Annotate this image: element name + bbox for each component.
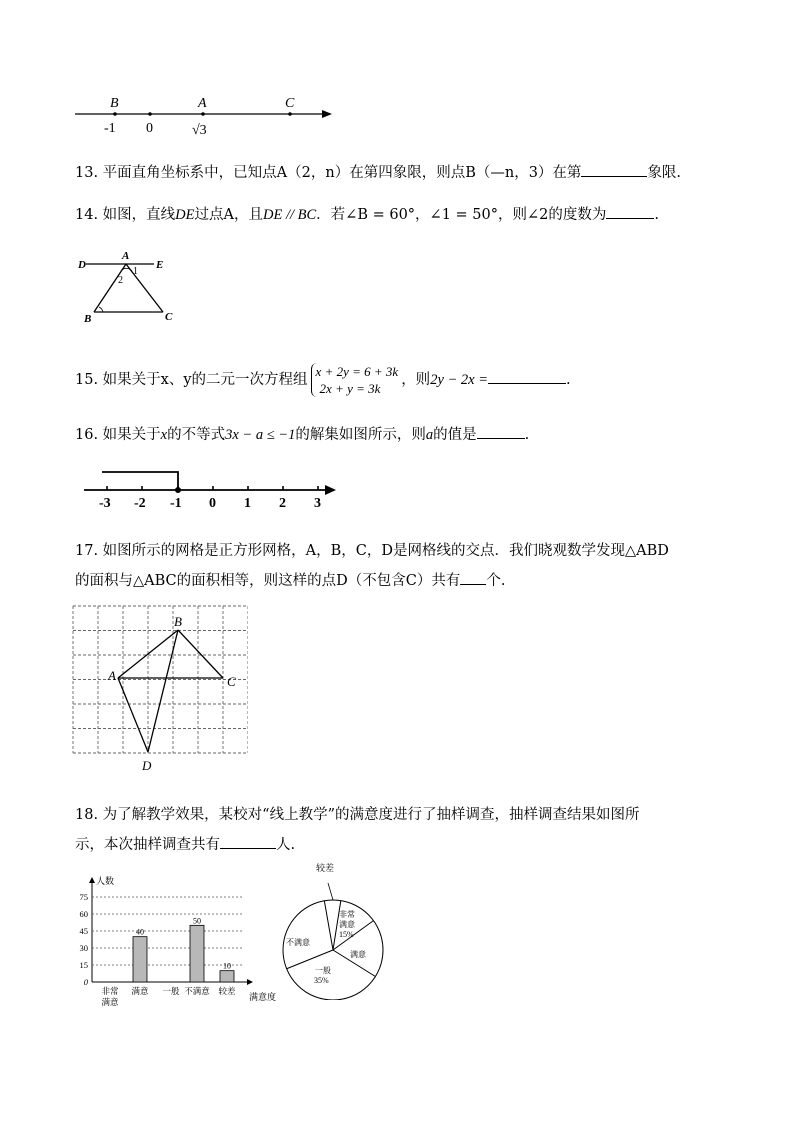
y-tick-label: 30 (79, 943, 88, 953)
point-b-label: B (110, 96, 119, 111)
q16-number-line (82, 460, 344, 514)
q17-label-d: D (142, 758, 152, 773)
question-14 (75, 204, 659, 225)
question-17 (75, 536, 669, 596)
bar (133, 937, 147, 982)
q16-a: a (425, 427, 434, 443)
y-tick-label: 0 (83, 977, 88, 987)
question-18 (75, 800, 640, 860)
q15-eq2: 2x + y = 3k (319, 381, 381, 396)
q15-eq1: x + 2y = 6 + 3k (315, 364, 399, 379)
question-13 (75, 162, 681, 183)
q14-de: DE (175, 207, 195, 223)
tick-zero: 0 (146, 121, 153, 136)
q15-answer-blank (488, 372, 566, 384)
pie-label-very-satisfied: 满意 (339, 920, 355, 929)
y-tick-label: 75 (79, 892, 88, 902)
q16-text-c: 的解集如图所示，则 (295, 427, 426, 443)
q16-tick-minus2: -2 (134, 496, 146, 511)
fig14-angle-2: 2 (118, 275, 123, 286)
q15-text-b: ，则 (401, 372, 431, 388)
q13-answer-blank (581, 162, 647, 177)
fig14-label-d: D (78, 259, 86, 271)
q14-text-c: ．若∠B = 60°，∠1 = 50°，则∠2的度数为 (316, 207, 607, 223)
x-tick-label: 一般 (162, 986, 180, 996)
point-a-label: A (198, 96, 207, 111)
q16-answer-blank (477, 424, 525, 439)
q14-text-b: 过点A，且 (194, 207, 263, 223)
y-tick-label: 15 (79, 960, 88, 970)
bar (190, 925, 204, 982)
pie-pct-very-satisfied: 15% (339, 930, 354, 939)
x-tick-label: 不满意 (184, 986, 210, 996)
q18-answer-blank (220, 834, 276, 849)
fig14-label-a: A (122, 250, 130, 262)
x-tick-label: 满意 (131, 986, 149, 996)
q15-text-a: 如果关于x、y的二元一次方程组 (102, 372, 308, 388)
fig14-label-b: B (84, 313, 92, 325)
q14-parallel: DE // BC (263, 207, 317, 223)
y-tick-label: 60 (79, 909, 88, 919)
top-number-line (70, 92, 340, 140)
q17-label-c: C (227, 674, 236, 689)
q16-text-d: 的值是 (433, 427, 477, 443)
point-c-label: C (285, 96, 295, 111)
q17-grid-figure (68, 600, 248, 776)
q14-triangle-figure (76, 248, 186, 326)
fig14-angle-1: 1 (133, 266, 138, 277)
fig14-label-e: E (156, 259, 164, 271)
q16-number: 16. (75, 427, 99, 443)
q13-number: 13. (75, 165, 99, 181)
q14-number: 14. (75, 207, 99, 223)
pie-pct-average: 35% (314, 976, 329, 985)
q16-tick-minus3: -3 (99, 496, 111, 511)
bar-value-label: 40 (136, 927, 144, 937)
q16-text-e: . (524, 427, 530, 443)
x-axis-label: 满意度 (249, 992, 277, 1002)
pie-slice-boundary (324, 901, 333, 950)
bar (220, 971, 234, 982)
q14-text-d: . (654, 207, 659, 223)
q16-inequality: 3x − a ≤ −1 (225, 427, 296, 443)
pie-label-poor: 较差 (315, 863, 335, 873)
q15-text-c: . (566, 372, 571, 388)
bar-value-label: 50 (193, 916, 201, 926)
q17-answer-blank (460, 570, 486, 585)
x-tick-label: 较差 (218, 986, 236, 996)
q16-tick-0: 0 (209, 496, 216, 511)
y-tick-label: 45 (79, 926, 88, 936)
bar-value-label: 10 (223, 961, 231, 971)
q16-tick-2: 2 (279, 496, 286, 511)
q15-expr: 2y − 2x = (430, 372, 489, 388)
pie-label-average: 一般 (315, 966, 331, 975)
q17-line1: 17. 如图所示的网格是正方形网格，A，B，C，D是网格线的交点．我们晓观数学发现△ABD (75, 543, 669, 559)
pie-chart (275, 855, 395, 1000)
y-axis-label: 人数 (96, 876, 115, 886)
q17-label-b: B (174, 614, 182, 629)
q13-text-a: 平面直角坐标系中，已知点A（2，n）在第四象限，则点B（—n，3）在第 (102, 165, 582, 181)
q17-line2: 的面积与△ABC的面积相等，则这样的点D（不包含C）共有 个. (75, 566, 669, 596)
q18-line1: 18. 为了解教学效果，某校对“线上教学”的满意度进行了抽样调查，抽样调查结果如图所 (75, 807, 640, 823)
tick-sqrt3: √3 (192, 123, 207, 138)
tick-minus-one: -1 (104, 121, 116, 136)
q16-text-a: 如果关于 (102, 427, 161, 443)
pie-label-unsatisfied: 不满意 (286, 938, 310, 947)
q16-tick-minus1: -1 (170, 496, 182, 511)
question-16 (75, 424, 529, 445)
q16-tick-1: 1 (244, 496, 251, 511)
x-tick-label: 非常 (101, 986, 119, 996)
question-15 (75, 358, 571, 402)
q16-tick-3: 3 (314, 496, 321, 511)
q17-label-a: A (108, 668, 116, 683)
q14-answer-blank (606, 204, 654, 219)
x-tick-label: 满意 (101, 997, 119, 1007)
q18-line2: 示，本次抽样调查共有 人. (75, 830, 640, 860)
bar-chart (70, 872, 285, 1012)
fig14-label-c: C (165, 311, 173, 323)
q16-text-b: 的不等式 (167, 427, 226, 443)
q15-number: 15. (75, 372, 99, 388)
q13-text-b: 象限. (647, 165, 682, 181)
q15-equation-system (311, 363, 399, 397)
pie-label-very-satisfied: 非常 (339, 910, 355, 919)
q14-text-a: 如图，直线 (102, 207, 176, 223)
pie-callout-line (328, 883, 333, 900)
pie-label-satisfied: 满意 (350, 950, 366, 959)
q16-x: x (160, 427, 168, 443)
